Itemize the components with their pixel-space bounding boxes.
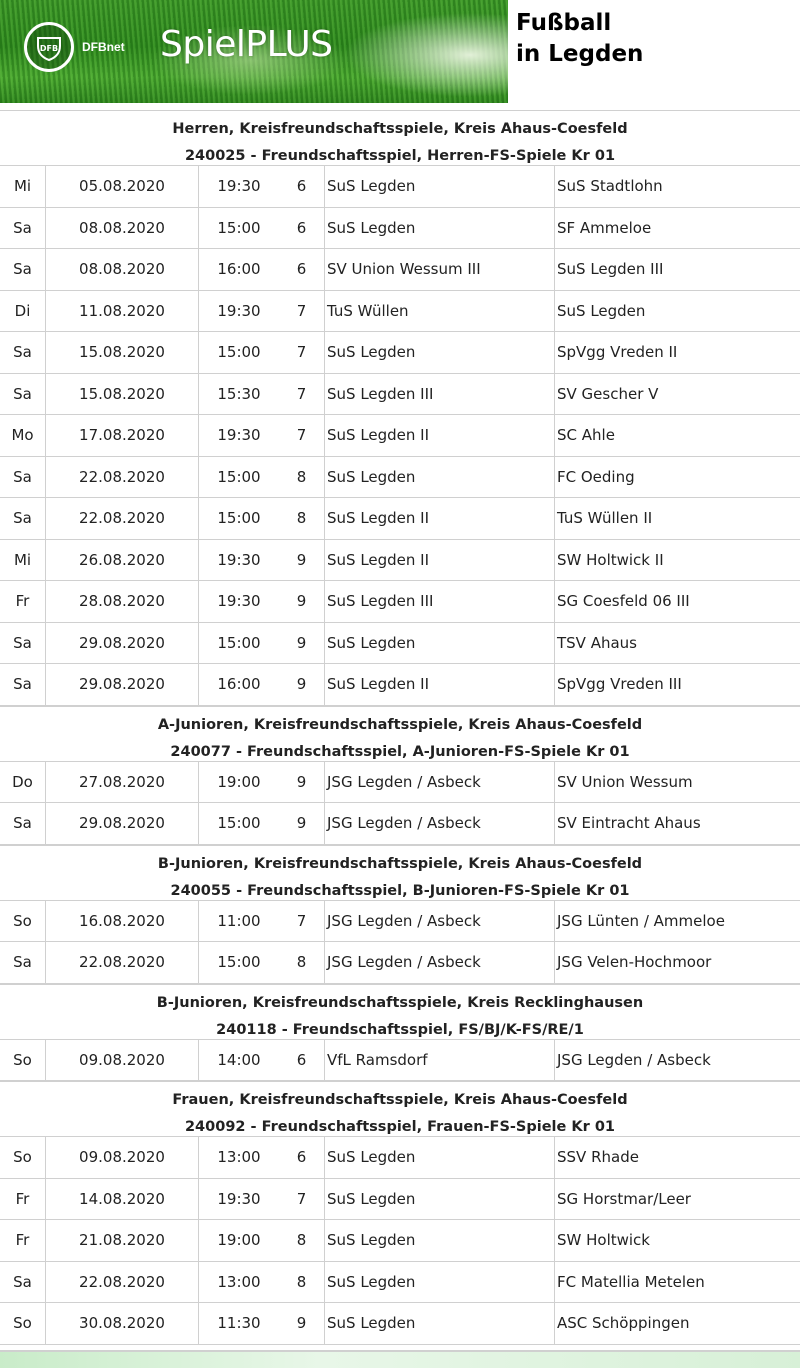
match-row bbox=[0, 166, 800, 208]
match-time: 19:30 bbox=[198, 540, 279, 581]
match-date: 08.08.2020 bbox=[45, 249, 198, 290]
match-row bbox=[0, 1220, 800, 1262]
match-date: 22.08.2020 bbox=[45, 498, 198, 539]
match-date: 15.08.2020 bbox=[45, 332, 198, 373]
page-header bbox=[0, 0, 800, 108]
home-team: SuS Legden bbox=[324, 623, 554, 664]
away-team: SV Gescher V bbox=[554, 374, 800, 415]
match-time: 13:00 bbox=[198, 1262, 279, 1303]
away-team: TuS Wüllen II bbox=[554, 498, 800, 539]
away-team: SW Holtwick II bbox=[554, 540, 800, 581]
away-team: SW Holtwick bbox=[554, 1220, 800, 1261]
match-matchday: 9 bbox=[296, 772, 307, 791]
match-row bbox=[0, 762, 800, 804]
home-team: JSG Legden / Asbeck bbox=[324, 942, 554, 983]
match-date: 22.08.2020 bbox=[45, 1262, 198, 1303]
match-time: 16:00 bbox=[198, 249, 279, 290]
match-matchday: 6 bbox=[296, 1148, 307, 1167]
match-weekday: Sa bbox=[13, 260, 32, 279]
home-team: SuS Legden II bbox=[324, 540, 554, 581]
match-weekday: Fr bbox=[15, 592, 30, 611]
group-header bbox=[0, 706, 800, 762]
match-row bbox=[0, 1137, 800, 1179]
group-header bbox=[0, 1081, 800, 1137]
match-row bbox=[0, 623, 800, 665]
match-matchday: 6 bbox=[296, 177, 307, 196]
match-time: 19:00 bbox=[198, 762, 279, 803]
match-weekday: Sa bbox=[13, 509, 32, 528]
match-row bbox=[0, 249, 800, 291]
match-time: 11:00 bbox=[198, 901, 279, 942]
home-team: SuS Legden bbox=[324, 1303, 554, 1344]
match-row bbox=[0, 1040, 800, 1082]
footer-bar bbox=[0, 1352, 800, 1368]
home-team: SuS Legden bbox=[324, 208, 554, 249]
away-team: SG Horstmar/Leer bbox=[554, 1179, 800, 1220]
match-weekday: Sa bbox=[13, 218, 32, 237]
match-matchday: 9 bbox=[296, 550, 307, 569]
match-weekday: Sa bbox=[13, 384, 32, 403]
home-team: SuS Legden bbox=[324, 166, 554, 207]
match-weekday: Sa bbox=[13, 1272, 32, 1291]
away-team: JSG Lünten / Ammeloe bbox=[554, 901, 800, 942]
match-weekday: So bbox=[13, 1148, 32, 1167]
match-row bbox=[0, 1262, 800, 1304]
match-weekday: So bbox=[13, 1314, 32, 1333]
match-matchday: 9 bbox=[296, 592, 307, 611]
match-date: 08.08.2020 bbox=[45, 208, 198, 249]
home-team: JSG Legden / Asbeck bbox=[324, 762, 554, 803]
dfbnet-label: DFBnet bbox=[82, 40, 125, 54]
match-date: 14.08.2020 bbox=[45, 1179, 198, 1220]
group-title: B-Junioren, Kreisfreundschaftsspiele, Kreis Recklinghausen bbox=[156, 994, 644, 1011]
match-weekday: Mo bbox=[11, 426, 34, 445]
match-weekday: Sa bbox=[13, 675, 32, 694]
match-row bbox=[0, 1179, 800, 1221]
match-time: 19:30 bbox=[198, 291, 279, 332]
group-subtitle: 240055 - Freundschaftsspiel, B-Junioren-FS-Spiele Kr 01 bbox=[170, 882, 630, 899]
match-date: 09.08.2020 bbox=[45, 1137, 198, 1178]
group-title: A-Junioren, Kreisfreundschaftsspiele, Kreis Ahaus-Coesfeld bbox=[157, 716, 643, 733]
away-team: JSG Velen-Hochmoor bbox=[554, 942, 800, 983]
home-team: VfL Ramsdorf bbox=[324, 1040, 554, 1081]
home-team: SuS Legden bbox=[324, 457, 554, 498]
home-team: SuS Legden III bbox=[324, 374, 554, 415]
match-time: 15:00 bbox=[198, 623, 279, 664]
match-time: 19:30 bbox=[198, 1179, 279, 1220]
away-team: JSG Legden / Asbeck bbox=[554, 1040, 800, 1081]
match-weekday: Sa bbox=[13, 467, 32, 486]
match-time: 19:30 bbox=[198, 166, 279, 207]
group-subtitle: 240077 - Freundschaftsspiel, A-Junioren-FS-Spiele Kr 01 bbox=[170, 743, 630, 760]
match-row bbox=[0, 498, 800, 540]
home-team: SuS Legden bbox=[324, 1262, 554, 1303]
match-date: 26.08.2020 bbox=[45, 540, 198, 581]
away-team: SG Coesfeld 06 III bbox=[554, 581, 800, 622]
home-team: TuS Wüllen bbox=[324, 291, 554, 332]
match-date: 29.08.2020 bbox=[45, 803, 198, 844]
match-time: 19:00 bbox=[198, 1220, 279, 1261]
match-row bbox=[0, 664, 800, 706]
away-team: SpVgg Vreden II bbox=[554, 332, 800, 373]
home-team: SuS Legden bbox=[324, 1179, 554, 1220]
match-weekday: Sa bbox=[13, 953, 32, 972]
match-row bbox=[0, 332, 800, 374]
match-row bbox=[0, 1303, 800, 1345]
away-team: FC Oeding bbox=[554, 457, 800, 498]
match-weekday: Di bbox=[14, 301, 31, 320]
home-team: SuS Legden II bbox=[324, 415, 554, 456]
match-row bbox=[0, 581, 800, 623]
svg-text:DFB: DFB bbox=[39, 44, 59, 53]
group-subtitle: 240118 - Freundschaftsspiel, FS/BJ/K-FS/RE/1 bbox=[216, 1021, 584, 1038]
match-matchday: 9 bbox=[296, 633, 307, 652]
match-time: 15:00 bbox=[198, 332, 279, 373]
match-matchday: 7 bbox=[296, 426, 307, 445]
match-row bbox=[0, 208, 800, 250]
match-row bbox=[0, 415, 800, 457]
match-weekday: So bbox=[13, 911, 32, 930]
match-date: 17.08.2020 bbox=[45, 415, 198, 456]
match-row bbox=[0, 374, 800, 416]
away-team: SuS Legden bbox=[554, 291, 800, 332]
group-header bbox=[0, 110, 800, 166]
home-team: SV Union Wessum III bbox=[324, 249, 554, 290]
group-title: B-Junioren, Kreisfreundschaftsspiele, Kreis Ahaus-Coesfeld bbox=[157, 855, 643, 872]
match-date: 09.08.2020 bbox=[45, 1040, 198, 1081]
match-date: 11.08.2020 bbox=[45, 291, 198, 332]
match-time: 13:00 bbox=[198, 1137, 279, 1178]
home-team: SuS Legden bbox=[324, 1220, 554, 1261]
match-row bbox=[0, 457, 800, 499]
match-row bbox=[0, 901, 800, 943]
match-matchday: 6 bbox=[296, 218, 307, 237]
match-time: 11:30 bbox=[198, 1303, 279, 1344]
group-title: Herren, Kreisfreundschaftsspiele, Kreis Ahaus-Coesfeld bbox=[172, 121, 628, 137]
match-matchday: 7 bbox=[296, 1189, 307, 1208]
match-date: 21.08.2020 bbox=[45, 1220, 198, 1261]
match-date: 27.08.2020 bbox=[45, 762, 198, 803]
match-matchday: 8 bbox=[296, 509, 307, 528]
home-team: SuS Legden II bbox=[324, 664, 554, 705]
match-weekday: Sa bbox=[13, 343, 32, 362]
match-matchday: 8 bbox=[296, 1272, 307, 1291]
match-time: 15:00 bbox=[198, 457, 279, 498]
match-matchday: 9 bbox=[296, 675, 307, 694]
away-team: SV Union Wessum bbox=[554, 762, 800, 803]
match-row bbox=[0, 540, 800, 582]
match-row bbox=[0, 803, 800, 845]
match-weekday: Mi bbox=[13, 550, 32, 569]
away-team: SuS Stadtlohn bbox=[554, 166, 800, 207]
match-weekday: Sa bbox=[13, 633, 32, 652]
match-time: 19:30 bbox=[198, 581, 279, 622]
match-date: 22.08.2020 bbox=[45, 457, 198, 498]
group-header bbox=[0, 845, 800, 901]
away-team: SC Ahle bbox=[554, 415, 800, 456]
match-date: 15.08.2020 bbox=[45, 374, 198, 415]
dfb-logo-icon bbox=[24, 22, 74, 72]
match-row bbox=[0, 942, 800, 984]
match-matchday: 7 bbox=[296, 384, 307, 403]
match-date: 30.08.2020 bbox=[45, 1303, 198, 1344]
match-matchday: 7 bbox=[296, 301, 307, 320]
match-time: 16:00 bbox=[198, 664, 279, 705]
match-matchday: 7 bbox=[296, 343, 307, 362]
match-matchday: 8 bbox=[296, 953, 307, 972]
away-team: SSV Rhade bbox=[554, 1137, 800, 1178]
away-team: SpVgg Vreden III bbox=[554, 664, 800, 705]
home-team: JSG Legden / Asbeck bbox=[324, 803, 554, 844]
page-title: Fußball in Legden bbox=[516, 10, 644, 67]
home-team: SuS Legden II bbox=[324, 498, 554, 539]
match-time: 15:30 bbox=[198, 374, 279, 415]
match-weekday: So bbox=[13, 1050, 32, 1069]
away-team: SV Eintracht Ahaus bbox=[554, 803, 800, 844]
away-team: ASC Schöppingen bbox=[554, 1303, 800, 1344]
home-team: SuS Legden III bbox=[324, 581, 554, 622]
match-time: 15:00 bbox=[198, 803, 279, 844]
match-weekday: Sa bbox=[13, 814, 32, 833]
match-matchday: 8 bbox=[296, 1231, 307, 1250]
match-date: 28.08.2020 bbox=[45, 581, 198, 622]
match-matchday: 6 bbox=[296, 1050, 307, 1069]
group-subtitle: 240092 - Freundschaftsspiel, Frauen-FS-Spiele Kr 01 bbox=[184, 1119, 616, 1135]
match-matchday: 7 bbox=[296, 911, 307, 930]
away-team: SF Ammeloe bbox=[554, 208, 800, 249]
match-matchday: 8 bbox=[296, 467, 307, 486]
match-date: 22.08.2020 bbox=[45, 942, 198, 983]
group-subtitle: 240025 - Freundschaftsspiel, Herren-FS-Spiele Kr 01 bbox=[184, 148, 616, 164]
home-team: SuS Legden bbox=[324, 1137, 554, 1178]
away-team: FC Matellia Metelen bbox=[554, 1262, 800, 1303]
match-date: 29.08.2020 bbox=[45, 623, 198, 664]
match-time: 14:00 bbox=[198, 1040, 279, 1081]
match-matchday: 9 bbox=[296, 814, 307, 833]
group-header bbox=[0, 984, 800, 1040]
match-time: 15:00 bbox=[198, 498, 279, 539]
home-team: SuS Legden bbox=[324, 332, 554, 373]
match-weekday: Do bbox=[12, 772, 33, 791]
home-team: JSG Legden / Asbeck bbox=[324, 901, 554, 942]
match-date: 16.08.2020 bbox=[45, 901, 198, 942]
match-weekday: Fr bbox=[15, 1231, 30, 1250]
spielplus-banner bbox=[0, 0, 508, 103]
group-title: Frauen, Kreisfreundschaftsspiele, Kreis Ahaus-Coesfeld bbox=[172, 1092, 628, 1108]
match-time: 19:30 bbox=[198, 415, 279, 456]
away-team: SuS Legden III bbox=[554, 249, 800, 290]
match-row bbox=[0, 291, 800, 333]
match-date: 29.08.2020 bbox=[45, 664, 198, 705]
match-weekday: Fr bbox=[15, 1189, 30, 1208]
match-matchday: 6 bbox=[296, 260, 307, 279]
match-matchday: 9 bbox=[296, 1314, 307, 1333]
match-date: 05.08.2020 bbox=[45, 166, 198, 207]
match-schedule-table bbox=[0, 110, 800, 1345]
match-weekday: Mi bbox=[13, 177, 32, 196]
match-time: 15:00 bbox=[198, 942, 279, 983]
away-team: TSV Ahaus bbox=[554, 623, 800, 664]
match-time: 15:00 bbox=[198, 208, 279, 249]
spielplus-brand: SpielPLUS bbox=[160, 24, 333, 65]
